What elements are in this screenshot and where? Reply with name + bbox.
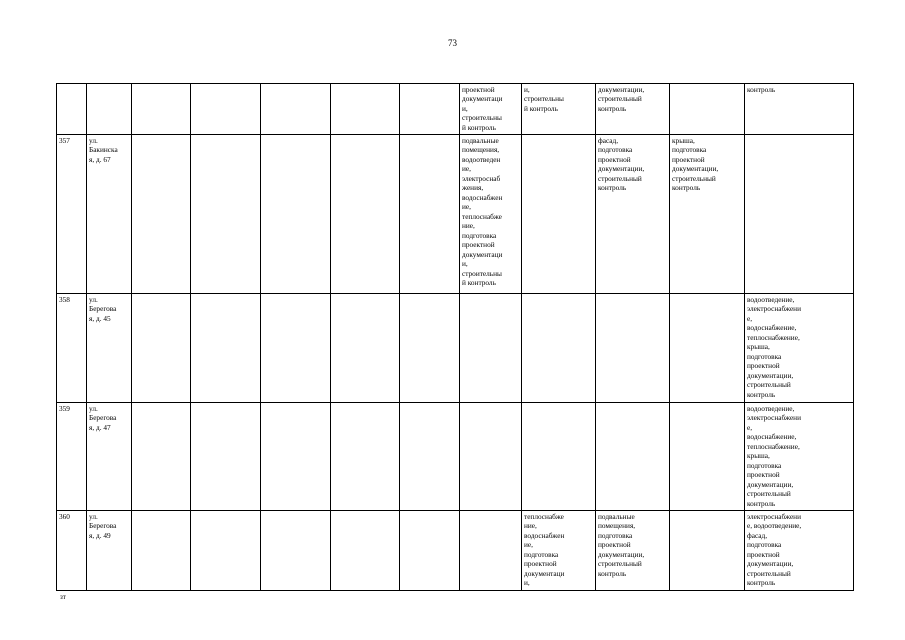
data-cell: [261, 84, 331, 135]
data-cell: [400, 403, 460, 511]
table-row: [57, 294, 854, 403]
data-cell: [460, 403, 522, 511]
row-number-cell: 359: [57, 403, 87, 511]
data-cell: [670, 511, 745, 591]
data-cell: теплоснабже ние, водоснабжен ие, подготовка проектной документаци и,: [522, 511, 596, 591]
data-cell: [400, 294, 460, 403]
data-cell: [522, 403, 596, 511]
data-cell: [331, 403, 400, 511]
data-cell: [331, 511, 400, 591]
data-cell: [261, 511, 331, 591]
data-cell: [261, 294, 331, 403]
row-number-cell: [57, 84, 87, 135]
table-row: [57, 511, 854, 591]
data-cell: [522, 294, 596, 403]
data-cell: [522, 135, 596, 294]
data-cell: [331, 135, 400, 294]
footer-note: зт: [60, 593, 66, 601]
data-cell: [331, 84, 400, 135]
data-cell: [191, 294, 261, 403]
data-cell: [460, 511, 522, 591]
data-cell: фасад, подготовка проектной документации, строительный контроль: [596, 135, 670, 294]
address-cell: ул. Берегова я, д. 47: [87, 403, 132, 511]
data-cell: [191, 511, 261, 591]
table-row: [57, 135, 854, 294]
row-number-cell: 357: [57, 135, 87, 294]
data-cell: [400, 84, 460, 135]
data-cell: [670, 84, 745, 135]
table-row: [57, 84, 854, 135]
data-cell: электроснабжени е, водоотведение, фасад, подготовка проектной документации, строительный контроль: [745, 511, 854, 591]
data-cell: [460, 294, 522, 403]
data-cell: [132, 511, 191, 591]
data-cell: [670, 294, 745, 403]
data-cell: подвальные помещения, подготовка проектной документации, строительный контроль: [596, 511, 670, 591]
data-cell: контроль: [745, 84, 854, 135]
address-cell: [87, 84, 132, 135]
address-cell: ул. Берегова я, д. 45: [87, 294, 132, 403]
data-cell: документации, строительный контроль: [596, 84, 670, 135]
table-row: [57, 403, 854, 511]
data-cell: [745, 135, 854, 294]
data-cell: [132, 294, 191, 403]
data-cell: [400, 511, 460, 591]
data-cell: подвальные помещения, водоотведен ие, электроснаб жения, водоснабжен ие, теплоснабже ние, подготовка проектной документаци и, строительны й контроль: [460, 135, 522, 294]
data-cell: водоотведение, электроснабжени е, водоснабжение, теплоснабжение, крыша, подготовка проектной документации, строительный контроль: [745, 403, 854, 511]
data-cell: [400, 135, 460, 294]
repair-schedule-table: [56, 83, 854, 591]
data-cell: [261, 135, 331, 294]
data-cell: [191, 135, 261, 294]
data-cell: [596, 403, 670, 511]
data-cell: [596, 294, 670, 403]
data-cell: [331, 294, 400, 403]
address-cell: ул. Берегова я, д. 49: [87, 511, 132, 591]
data-cell: проектной документаци и, строительны й контроль: [460, 84, 522, 135]
data-cell: [670, 403, 745, 511]
data-cell: [191, 403, 261, 511]
data-cell: [132, 403, 191, 511]
data-cell: и, строительны й контроль: [522, 84, 596, 135]
data-cell: [191, 84, 261, 135]
data-cell: [132, 84, 191, 135]
data-cell: водоотведение, электроснабжени е, водоснабжение, теплоснабжение, крыша, подготовка проектной документации, строительный контроль: [745, 294, 854, 403]
row-number-cell: 358: [57, 294, 87, 403]
data-cell: [261, 403, 331, 511]
address-cell: ул. Бакинска я, д. 67: [87, 135, 132, 294]
row-number-cell: 360: [57, 511, 87, 591]
page-number: 73: [448, 38, 457, 48]
data-cell: [132, 135, 191, 294]
data-cell: крыша, подготовка проектной документации, строительный контроль: [670, 135, 745, 294]
